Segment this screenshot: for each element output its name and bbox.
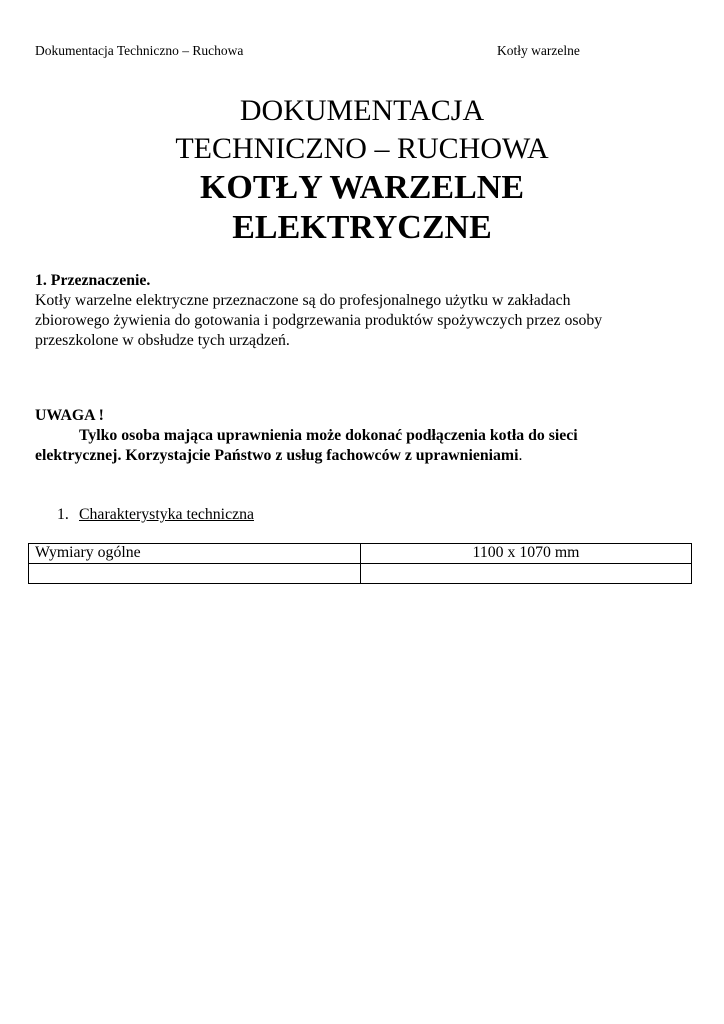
title-line-3: KOTŁY WARZELNE (199, 169, 525, 206)
table-cell (29, 564, 361, 584)
warning-line-2-end: . (518, 447, 523, 464)
purpose-text-line-1: Kotły warzelne elektryczne przeznaczone są do profesjonalnego użytku w zakładach (35, 292, 571, 309)
title-line-2: TECHNICZNO – RUCHOWA (175, 132, 549, 165)
warning-text-line-1 (35, 426, 695, 446)
title-line-4: ELEKTRYCZNE (232, 209, 492, 246)
table-cell: 1100 x 1070 mm (361, 544, 692, 564)
spec-table (28, 543, 692, 584)
purpose-heading: 1. Przeznaczenie. (35, 272, 151, 289)
list-label: Charakterystyka techniczna (79, 506, 254, 523)
header-right-text: Kotły warzelne (497, 43, 580, 58)
table-cell: Wymiary ogólne (29, 544, 361, 564)
warning-line-1-text: Tylko osoba mająca uprawnienia może dokonać podłączenia kotła do sieci (79, 427, 578, 444)
document-title (0, 92, 724, 248)
section-technical-heading (57, 506, 254, 524)
purpose-text-line-2: zbiorowego żywienia do gotowania i podgrzewania produktów spożywczych przez osoby (35, 312, 603, 329)
header-left-text: Dokumentacja Techniczno – Ruchowa (35, 43, 244, 58)
table-cell (361, 564, 692, 584)
warning-section (35, 406, 695, 466)
warning-heading: UWAGA ! (35, 407, 104, 424)
table-row (29, 564, 692, 584)
list-number: 1. (57, 506, 69, 523)
purpose-text-line-3: przeszkolone w obsłudze tych urządzeń. (35, 332, 290, 349)
purpose-section (35, 271, 695, 351)
warning-text-line-2 (35, 446, 695, 466)
warning-line-2-text: elektrycznej. Korzystajcie Państwo z usług fachowców z uprawnieniami (35, 447, 519, 464)
title-line-1: DOKUMENTACJA (239, 94, 485, 127)
table-row (29, 544, 692, 564)
